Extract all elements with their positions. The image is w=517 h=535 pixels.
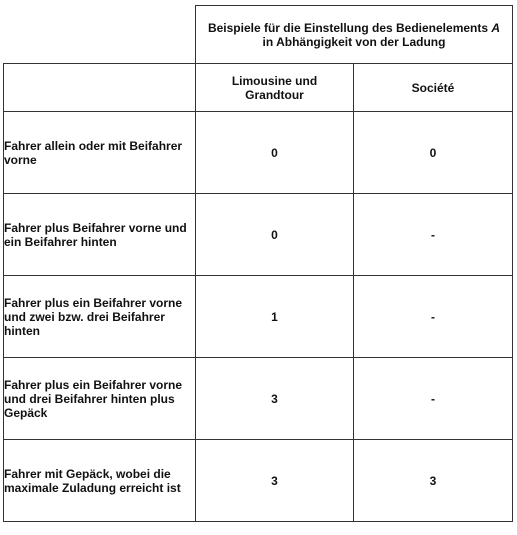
value-societe: - — [354, 194, 513, 276]
table-row — [4, 194, 513, 276]
column-header-societe — [354, 64, 513, 112]
value-limousine: 0 — [196, 112, 354, 194]
control-letter: A — [491, 20, 501, 35]
empty-corner-cell — [4, 6, 196, 64]
value-societe: - — [354, 358, 513, 440]
value-limousine: 0 — [196, 194, 354, 276]
value-societe: 0 — [354, 112, 513, 194]
value-limousine: 1 — [196, 276, 354, 358]
table-row — [4, 276, 513, 358]
table-row — [4, 112, 513, 194]
value-limousine: 3 — [196, 358, 354, 440]
column-header-row — [4, 64, 513, 112]
column-header-societe-label: Société — [411, 80, 455, 95]
header-line2-text: in Abhängigkeit von der Ladung — [262, 34, 446, 49]
load-settings-table — [3, 5, 513, 522]
value-societe: 3 — [354, 440, 513, 522]
column-header-limousine — [196, 64, 354, 112]
value-societe: - — [354, 276, 513, 358]
row-label: Fahrer plus Beifahrer vorne und ein Beifahrer hinten — [4, 194, 196, 276]
row-label: Fahrer plus ein Beifahrer vorne und drei Beifahrer hinten plus Gepäck — [4, 358, 196, 440]
row-label: Fahrer plus ein Beifahrer vorne und zwei bzw. drei Beifahrer hinten — [4, 276, 196, 358]
table-group-header — [196, 6, 513, 64]
column-header-limousine-line1: Limousine und — [231, 73, 318, 88]
column-header-limousine-line2: Grandtour — [245, 87, 304, 102]
value-limousine: 3 — [196, 440, 354, 522]
row-label-header-cell — [4, 64, 196, 112]
load-settings-document — [3, 5, 512, 530]
header-line1-text: Beispiele für die Einstellung des Bedienelements — [207, 20, 492, 35]
group-header-row — [4, 6, 513, 64]
table-row — [4, 358, 513, 440]
table-row — [4, 440, 513, 522]
row-label: Fahrer allein oder mit Beifahrer vorne — [4, 112, 196, 194]
row-label: Fahrer mit Gepäck, wobei die maximale Zuladung erreicht ist — [4, 440, 196, 522]
